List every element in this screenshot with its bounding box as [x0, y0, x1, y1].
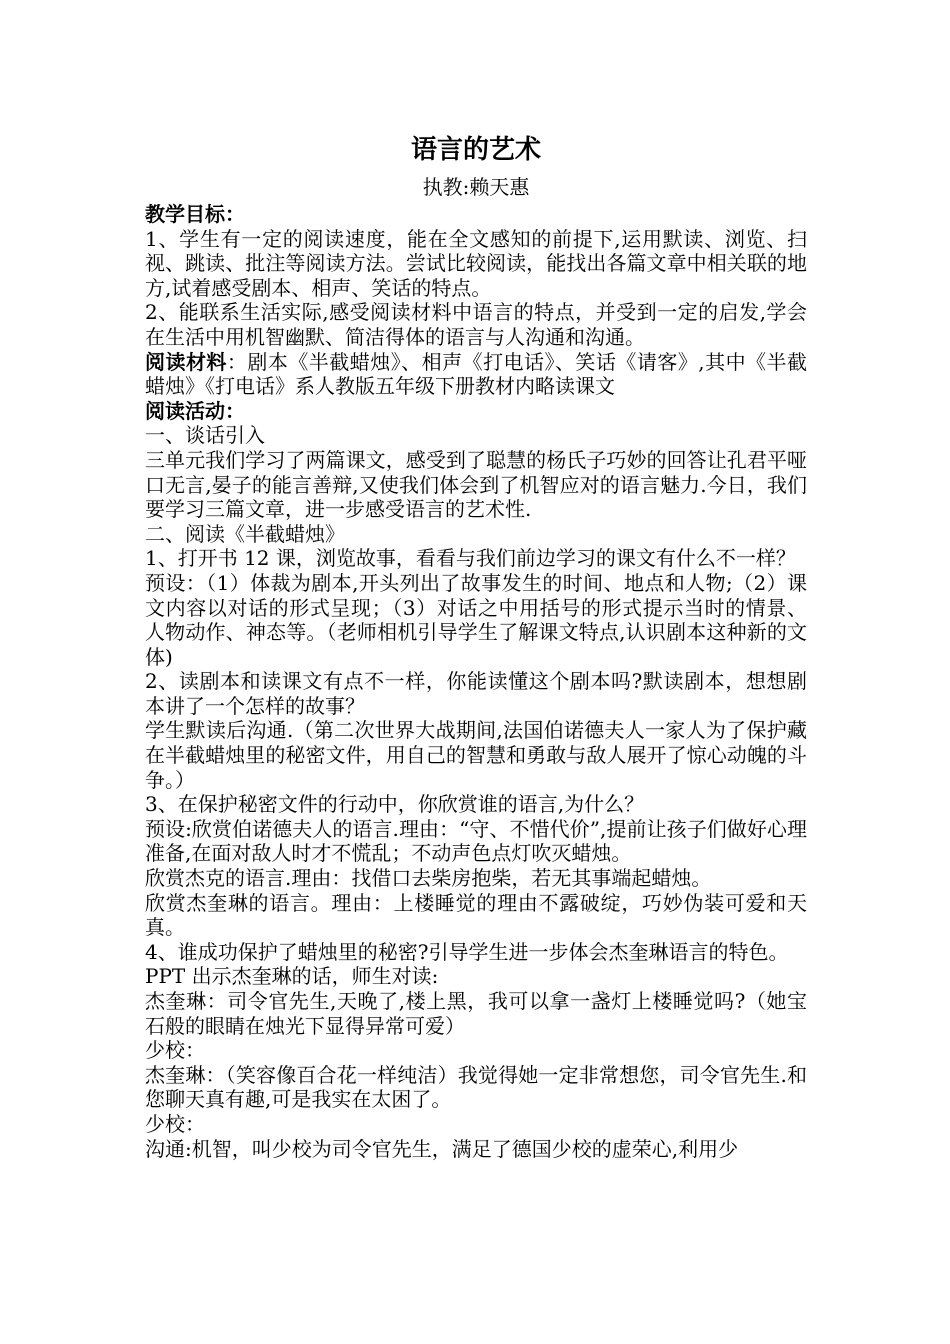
paragraph [145, 448, 807, 522]
paragraph [145, 964, 807, 989]
paragraph-text: 4、谁成功保护了蜡烛里的秘密?引导学生进一步体会杰奎琳语言的特色。 [145, 939, 789, 964]
document-body [145, 202, 807, 1161]
paragraph [145, 350, 807, 399]
paragraph [145, 718, 807, 792]
paragraph [145, 989, 807, 1038]
paragraph-text: 欣赏杰克的语言.理由：找借口去柴房抱柴，若无其事端起蜡烛。 [145, 866, 712, 891]
paragraph-text: 1、学生有一定的阅读速度，能在全文感知的前提下,运用默读、浏览、扫视、跳读、批注等阅读方法。尝试比较阅读，能找出各篇文章中相关联的地方,试着感受剧本、相声、笑话的特点。 [145, 226, 807, 300]
paragraph-bold-label: 教学目标： [145, 202, 245, 226]
paragraph [145, 1063, 807, 1112]
document-page [145, 132, 807, 1161]
paragraph [145, 423, 807, 448]
paragraph-text: 一、谈话引入 [145, 423, 265, 448]
paragraph [145, 891, 807, 940]
paragraph-text: 预设：（1）体裁为剧本,开头列出了故事发生的时间、地点和人物;（2）课文内容以对话的形式呈现；（3）对话之中用括号的形式提示当时的情景、人物动作、神态等。（老师相机引导学生了解课文特点,认识剧本这种新的文体) [145, 570, 807, 669]
paragraph [145, 1038, 807, 1063]
document-author: 执教:赖天惠 [422, 175, 530, 199]
paragraph [145, 1137, 807, 1162]
paragraph [145, 817, 807, 866]
paragraph-bold-label: 阅读活动： [145, 398, 245, 423]
paragraph-text: 1、打开书 12 课，浏览故事，看看与我们前边学习的课文有什么不一样？ [145, 546, 796, 571]
paragraph-text: 学生默读后沟通.（第二次世界大战期间,法国伯诺德夫人一家人为了保护藏在半截蜡烛里的秘密文件，用自己的智慧和勇敢与敌人展开了惊心动魄的斗争。） [145, 718, 807, 792]
paragraph [145, 202, 807, 227]
paragraph [145, 669, 807, 718]
document-title: 语言的艺术 [410, 135, 541, 165]
paragraph-text: 2、能联系生活实际,感受阅读材料中语言的特点，并受到一定的启发,学会在生活中用机智幽默、简洁得体的语言与人沟通和沟通。 [145, 300, 807, 349]
paragraph [145, 300, 807, 349]
paragraph [145, 571, 807, 669]
paragraph-text: 沟通:机智，叫少校为司令官先生，满足了德国少校的虚荣心,利用少 [145, 1136, 739, 1161]
paragraph [145, 399, 807, 424]
paragraph-text: 预设:欣赏伯诺德夫人的语言.理由：“守、不惜代价”,提前让孩子们做好心理准备,在面对敌人时才不慌乱；不动声色点灯吹灭蜡烛。 [145, 816, 807, 866]
paragraph-text: 少校： [145, 1038, 205, 1063]
paragraph-text: 杰奎琳：（笑容像百合花一样纯洁）我觉得她一定非常想您，司令官先生.和您聊天真有趣,可是我实在太困了。 [145, 1062, 807, 1112]
paragraph-bold-label: 阅读材料 [145, 349, 227, 374]
paragraph-text: 3、在保护秘密文件的行动中，你欣赏谁的语言,为什么？ [145, 792, 645, 817]
paragraph-text: PPT 出示杰奎琳的话，师生对读: [145, 964, 439, 989]
paragraph-text: 杰奎琳：司令官先生,天晚了,楼上黑，我可以拿一盏灯上楼睡觉吗?（她宝石般的眼睛在烛光下显得异常可爱） [145, 989, 807, 1038]
paragraph-text: ：剧本《半截蜡烛》、相声《打电话》、笑话《请客》,其中《半截蜡烛》《打电话》系人教版五年级下册教材内略读课文 [145, 349, 808, 399]
paragraph [145, 522, 807, 547]
paragraph [145, 866, 807, 891]
paragraph [145, 940, 807, 965]
paragraph [145, 546, 807, 571]
paragraph-text: 欣赏杰奎琳的语言。理由：上楼睡觉的理由不露破绽，巧妙伪装可爱和天真。 [145, 890, 807, 940]
paragraph-text: 少校： [145, 1111, 205, 1136]
paragraph [145, 1112, 807, 1137]
paragraph-text: 三单元我们学习了两篇课文，感受到了聪慧的杨氏子巧妙的回答让孔君平哑口无言,晏子的能言善辩,又使我们体会到了机智应对的语言魅力.今日，我们要学习三篇文章，进一步感受语言的艺术性. [145, 447, 807, 522]
paragraph [145, 227, 807, 301]
paragraph-text: 2、读剧本和读课文有点不一样，你能读懂这个剧本吗?默读剧本，想想剧本讲了一个怎样的故事？ [145, 669, 807, 718]
paragraph-text: 二、阅读《半截蜡烛》 [145, 521, 345, 546]
paragraph [145, 792, 807, 817]
